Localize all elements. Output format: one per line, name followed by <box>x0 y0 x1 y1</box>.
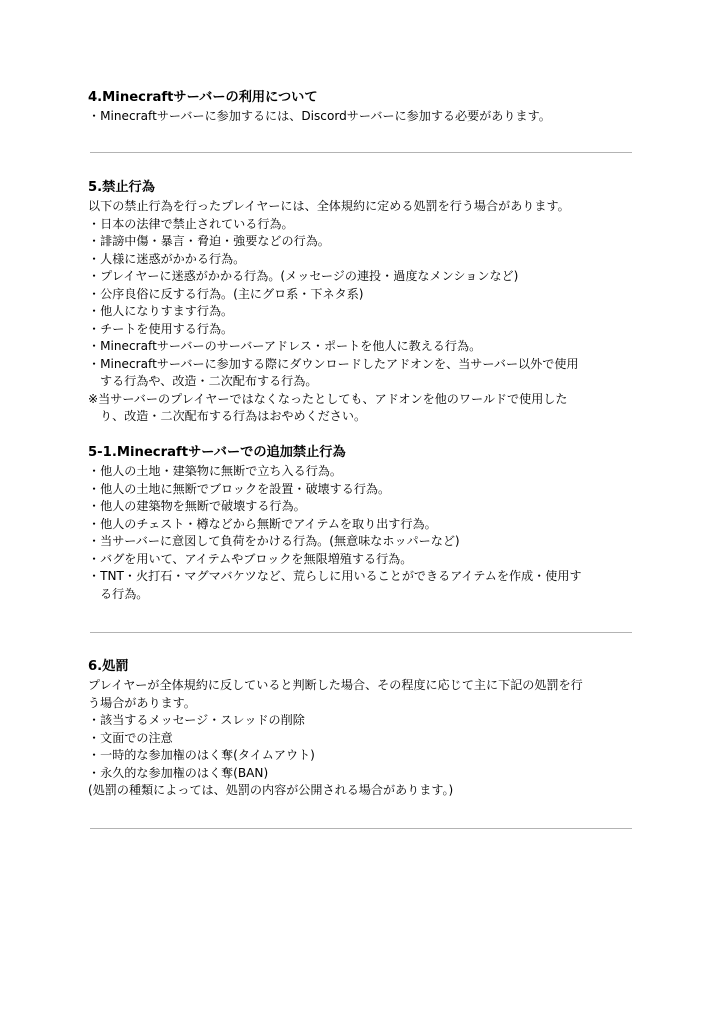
list-item: ・一時的な参加権のはく奪(タイムアウト) <box>88 748 315 762</box>
list-item: ・Minecraftサーバーのサーバーアドレス・ポートを他人に教える行為。 <box>88 339 482 353</box>
divider <box>90 632 632 633</box>
section-heading: 5-1.Minecraftサーバーでの追加禁止行為 <box>88 445 346 460</box>
list-item: ・チートを使用する行為。 <box>88 321 234 336</box>
list-item <box>88 568 648 603</box>
list-item: ・日本の法律で禁止されている行為。 <box>88 216 294 231</box>
list-item: ・プレイヤーに迷惑がかかる行為。(メッセージの連投・過度なメンションなど) <box>88 269 519 283</box>
note-text: ※当サーバーのプレイヤーではなくなったとしても、アドオンを他のワールドで使用した <box>88 391 568 406</box>
list-item: ・他人の建築物を無断で破壊する行為。 <box>88 499 306 513</box>
section-heading: 6.処罰 <box>88 659 129 674</box>
section-heading: 5.禁止行為 <box>88 180 155 195</box>
list-item: ・該当するメッセージ・スレッドの削除 <box>88 713 305 727</box>
list-item: ・公序良俗に反する行為。(主にグロ系・下ネタ系) <box>88 286 364 301</box>
footnote: (処罰の種類によっては、処罰の内容が公開される場合があります。) <box>88 783 454 797</box>
section-minecraft-server-usage <box>88 88 648 126</box>
penalties-list <box>88 712 648 782</box>
section-intro: 以下の禁止行為を行ったプレイヤーには、全体規約に定める処罰を行う場合があります。 <box>88 199 570 213</box>
list-item <box>88 356 648 391</box>
additional-prohibited-list <box>88 463 648 603</box>
list-item-continuation: る行為。 <box>100 586 149 601</box>
list-item: ・バグを用いて、アイテムやブロックを無限増殖する行為。 <box>88 551 413 566</box>
list-item: ・誹謗中傷・暴言・脅迫・強要などの行為。 <box>88 234 330 248</box>
list-item: ・他人の土地・建築物に無断で立ち入る行為。 <box>88 464 342 478</box>
list-item: ・永久的な参加権のはく奪(BAN) <box>88 765 269 780</box>
section-prohibited-acts <box>88 178 648 426</box>
list-item: ・当サーバーに意図して負荷をかける行為。(無意味なホッパーなど) <box>88 534 460 548</box>
list-item: ・他人の土地に無断でブロックを設置・破壊する行為。 <box>88 481 391 496</box>
list-item: ・人様に迷惑がかかる行為。 <box>88 251 246 266</box>
list-item-continuation: する行為や、改造・二次配布する行為。 <box>100 374 318 388</box>
list-item: ・他人のチェスト・樽などから無断でアイテムを取り出す行為。 <box>88 516 437 531</box>
section-additional-prohibited-acts <box>88 443 648 603</box>
note-text-continuation: り、改造・二次配布する行為はおやめください。 <box>100 409 367 423</box>
prohibited-acts-list <box>88 216 648 391</box>
list-item: ・文面での注意 <box>88 730 173 745</box>
section-heading: 4.Minecraftサーバーの利用について <box>88 90 318 105</box>
section-penalties <box>88 657 648 800</box>
list-item-text: ・TNT・火打石・マグマバケツなど、荒らしに用いることができるアイテムを作成・使用す <box>88 569 582 583</box>
list-item: ・Minecraftサーバーに参加するには、Discordサーバーに参加する必要があります。 <box>88 109 551 123</box>
section-intro: プレイヤーが全体規約に反していると判断した場合、その程度に応じて主に下記の処罰を行 <box>88 678 583 692</box>
divider <box>90 828 632 829</box>
list-item: ・他人になりすます行為。 <box>88 304 234 318</box>
divider <box>90 152 632 153</box>
section-intro-continuation: う場合があります。 <box>88 695 196 710</box>
list-item-text: ・Minecraftサーバーに参加する際にダウンロードしたアドオンを、当サーバー以外で使用 <box>88 356 579 371</box>
rule-list <box>88 108 648 126</box>
